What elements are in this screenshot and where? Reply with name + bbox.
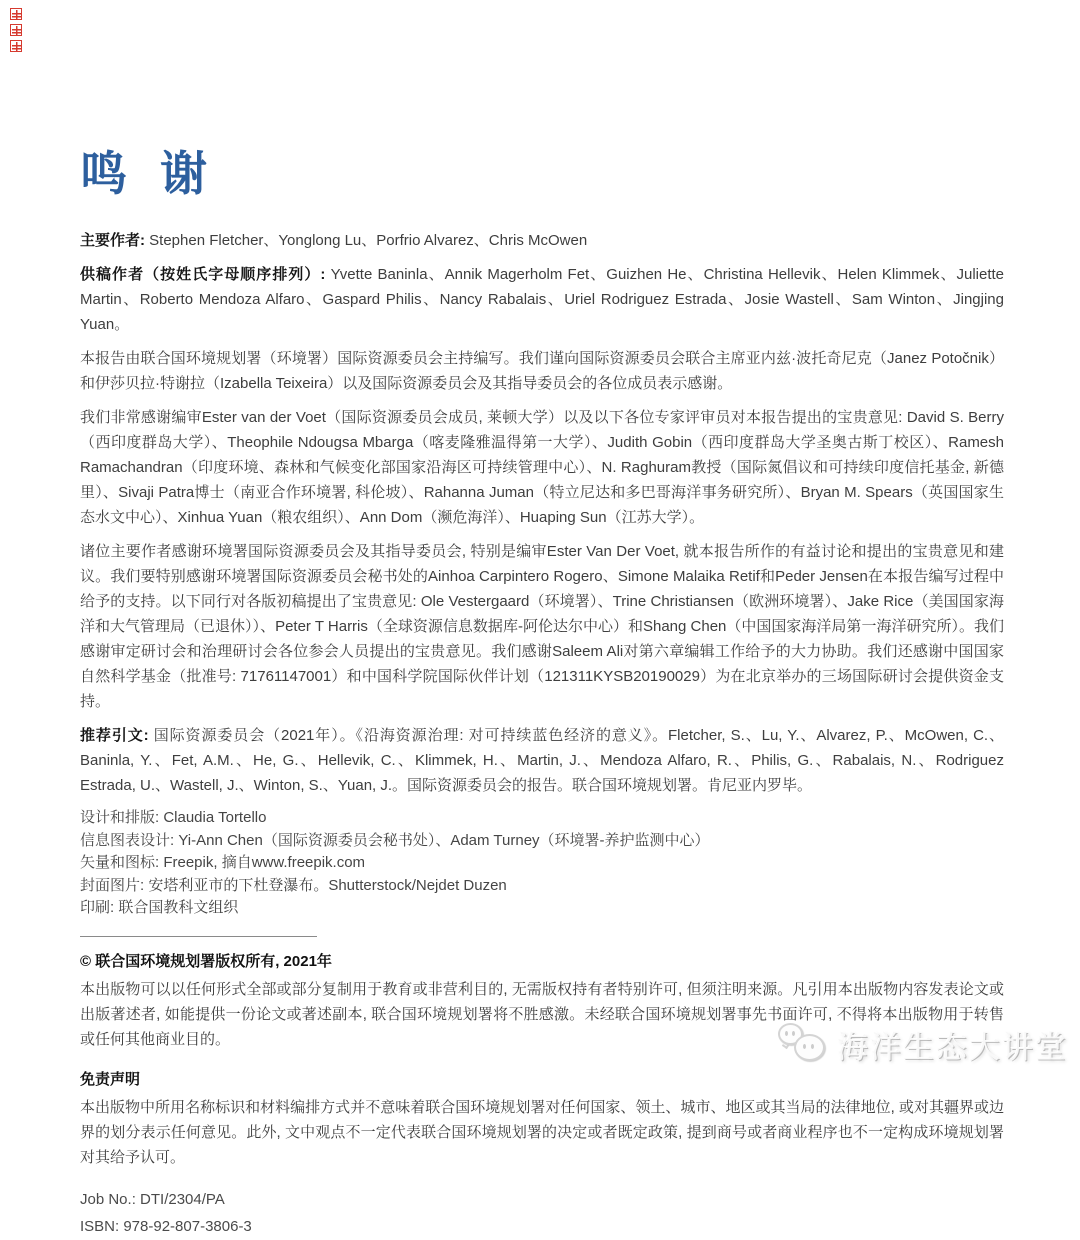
publication-meta xyxy=(80,1186,1004,1240)
citation-text: 国际资源委员会（2021年）。《沿海资源治理: 对可持续蓝色经济的意义》。Fletcher, S.、Lu, Y.、Alvarez, P.、McOwen, C.、Baninla, Y.、Fet, A.M.、He, G.、Hellevik, C.、Klimmek, H.、Martin, J.、Mendoza Alfaro, R.、Philis, G.、Rabalais, N.、Rodriguez Estrada, U.、Wastell, J.、Winton, S.、Yuan, J.。国际资源委员会的报告。联合国环境规划署。肯尼亚内罗毕。 xyxy=(80,727,1004,795)
contributors-label: 供稿作者（按姓氏字母顺序排列）: xyxy=(80,266,331,284)
citation-label: 推荐引文: xyxy=(80,727,154,745)
red-mark-icon xyxy=(10,40,22,52)
authors-paragraph xyxy=(80,228,1004,253)
copyright-heading: © 联合国环境规划署版权所有, 2021年 xyxy=(80,952,332,970)
copyright-paragraph: 本出版物可以以任何形式全部或部分复制用于教育或非营利目的, 无需版权持有者特别许可, 但须注明来源。凡引用本出版物内容发表论文或出版著述者, 如能提供一份论文或著述副本, 联合国环境规划署将不胜感激。未经联合国环境规划署事先书面许可, 不得将本出版物用于转售或任何其他商业目的。 xyxy=(80,980,1004,1048)
red-stamp-marks xyxy=(10,8,24,56)
red-mark-icon xyxy=(10,24,22,36)
wechat-icon xyxy=(777,1020,831,1068)
acknowledgment-paragraph: 诸位主要作者感谢环境署国际资源委员会及其指导委员会, 特别是编审Ester Van Der Voet, 就本报告所作的有益讨论和提出的宝贵意见和建议。我们要特别感谢环境署国际资源委员会秘书处的Ainhoa Carpintero Rogero、Simone Malaika Retif和Peder Jensen在本报告编写过程中给予的支持。以下同行对各版初稿提出了宝贵意见: Ole Vestergaard（环境署）、Trine Christiansen（欧洲环境署）、Jake Rice（美国国家海洋和大气管理局（已退休））、Peter T Harris（全球资源信息数据库-阿伦达尔中心）和Shang Chen（中国国家海洋局第一海洋研究所）。我们感谢审定研讨会和治理研讨会各位参会人员提出的宝贵意见。我们感谢Saleem Ali对第六章编辑工作给予的大力协助。我们还感谢中国国家自然科学基金（批准号: 71761147001）和中国科学院国际伙伴计划（121311KYSB20190029）为在北京举办的三场国际研讨会提供资金支持。 xyxy=(80,543,1004,711)
disclaimer-paragraph: 本出版物中所用名称标识和材料编排方式并不意味着联合国环境规划署对任何国家、领土、城市、地区或其当局的法律地位, 或对其疆界或边界的划分表示任何意见。此外, 文中观点不一定代表联合国环境规划署的决定或者既定政策, 提到商号或者商业程序也不一定构成环境规划署对其给予认可。 xyxy=(80,1098,1004,1166)
red-mark-icon xyxy=(10,8,22,20)
page-title: 鸣 谢 xyxy=(80,147,208,200)
watermark xyxy=(777,1020,1068,1068)
disclaimer-heading: 免责声明 xyxy=(80,1070,141,1088)
reviewers-paragraph: 我们非常感谢编审Ester van der Voet（国际资源委员会成员, 莱顿大学）以及以下各位专家评审员对本报告提出的宝贵意见: David S. Berry（西印度群岛大学）、Theophile Ndougsa Mbarga（喀麦隆雅温得第一大学）、Judith Gobin（西印度群岛大学圣奥古斯丁校区）、Ramesh Ramachandran（印度环境、森林和气候变化部国家沿海区可持续管理中心）、N. Raghuram教授（国际氮倡议和可持续印度信托基金, 新德里）、Sivaji Patra博士（南亚合作环境署, 科伦坡）、Rahanna Juman（特立尼达和多巴哥海洋事务研究所）、Bryan M. Spears（英国国家生态水文中心）、Xinhua Yuan（粮农组织）、Ann Dom（濒危海洋）、Huaping Sun（江苏大学）。 xyxy=(80,409,1004,527)
credit-vectors: 矢量和图标: Freepik, 摘自www.freepik.com xyxy=(80,854,366,872)
document-body xyxy=(80,146,1004,1240)
intro-paragraph: 本报告由联合国环境规划署（环境署）国际资源委员会主持编写。我们谨向国际资源委员会联合主席亚内兹·波托奇尼克（Janez Potočnik）和伊莎贝拉·特谢拉（Izabella Teixeira）以及国际资源委员会及其指导委员会的各位成员表示感谢。 xyxy=(80,350,1004,393)
contributors-text: Yvette Baninla、Annik Magerholm Fet、Guizhen He、Christina Hellevik、Helen Klimmek、Juliette Martin、Roberto Mendoza Alfaro、Gaspard Philis、Nancy Rabalais、Uriel Rodriguez Estrada、Josie Wastell、Sam Winton、Jingjing Yuan。 xyxy=(80,266,1005,334)
credit-infographics: 信息图表设计: Yi-Ann Chen（国际资源委员会秘书处）、Adam Turney（环境署-养护监测中心） xyxy=(80,831,710,849)
watermark-text: 海洋生态大讲堂 xyxy=(837,1029,1068,1065)
section-divider xyxy=(80,936,317,937)
credit-design: 设计和排版: Claudia Tortello xyxy=(80,809,267,827)
contributors-paragraph xyxy=(80,262,1004,337)
isbn: ISBN: 978-92-807-3806-3 xyxy=(80,1217,252,1235)
credit-cover-photo: 封面图片: 安塔利亚市的下杜登瀑布。Shutterstock/Nejdet Duzen xyxy=(80,876,507,894)
credits-list xyxy=(80,807,1004,920)
authors-text: Stephen Fletcher、Yonglong Lu、Porfrio Alvarez、Chris McOwen xyxy=(149,232,588,250)
authors-label: 主要作者: xyxy=(80,232,150,250)
citation-paragraph xyxy=(80,723,1004,798)
job-number: Job No.: DTI/2304/PA xyxy=(80,1190,225,1208)
credit-printing: 印刷: 联合国教科文组织 xyxy=(80,899,239,917)
